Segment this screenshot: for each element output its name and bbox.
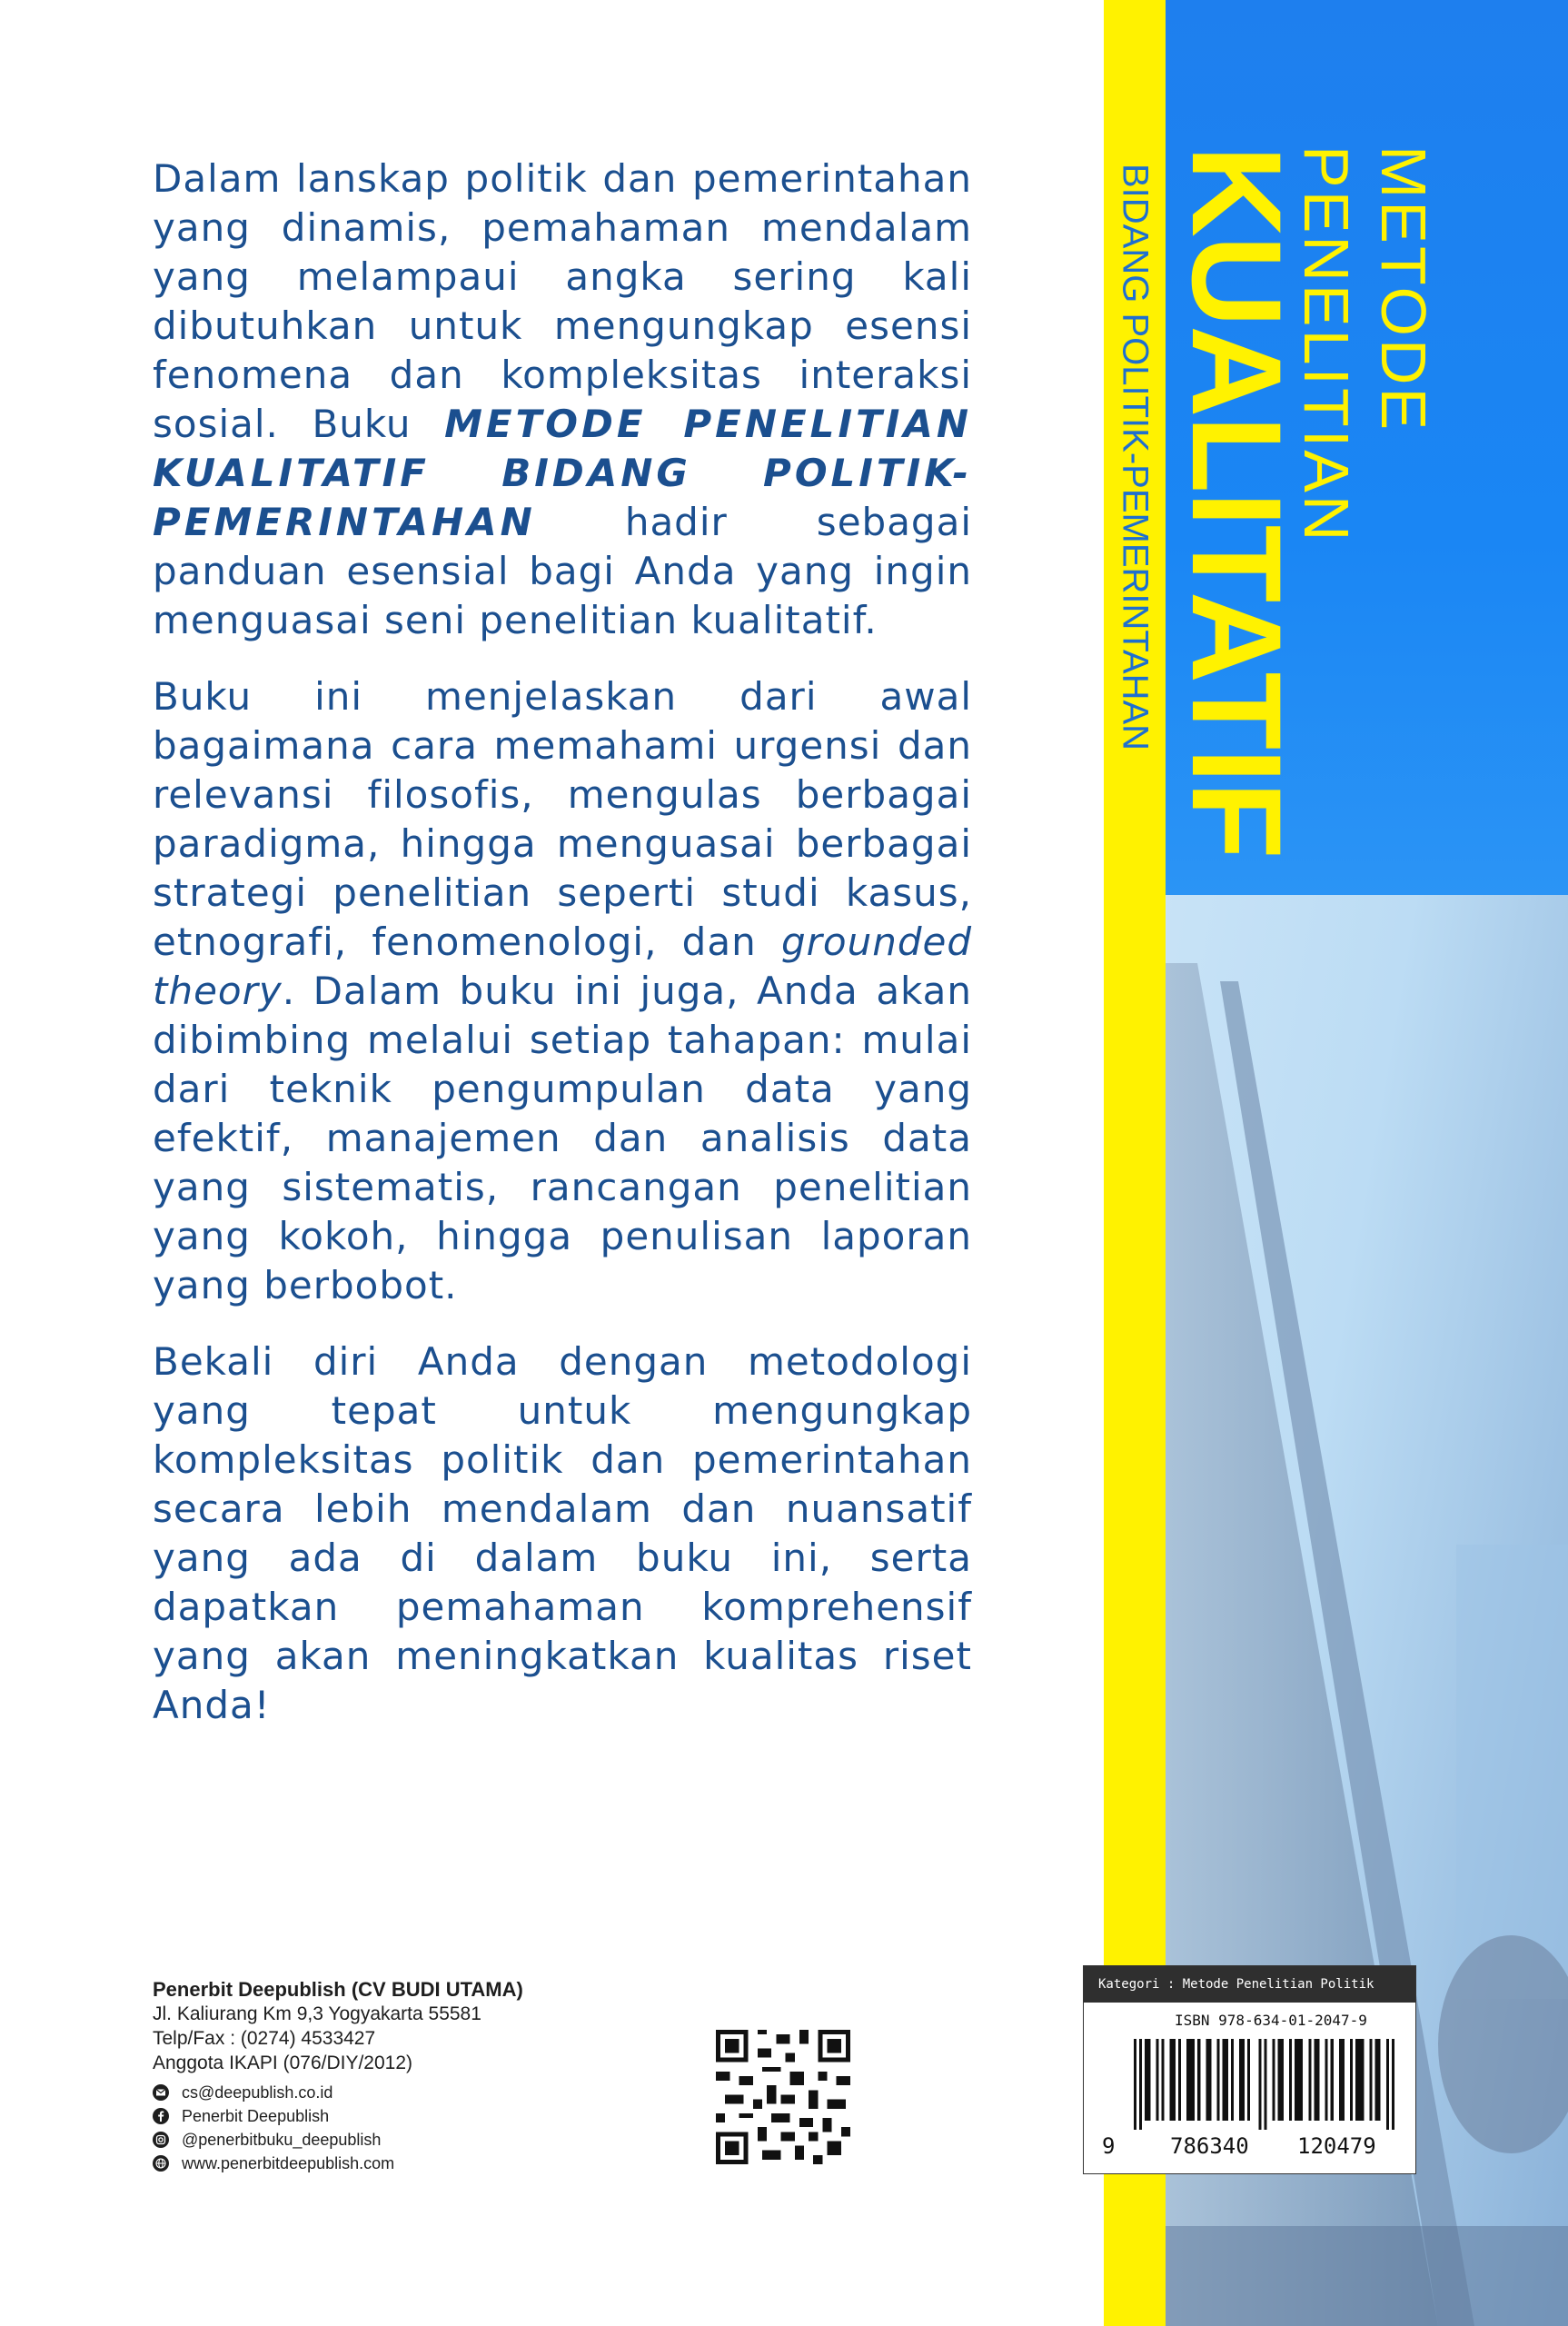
book-title-emphasis: METODE PENELITIAN KUALITATIF BIDANG POLITIK-PEMERINTAHAN	[153, 402, 972, 544]
contact-instagram	[153, 2128, 523, 2152]
qr-code	[716, 2030, 850, 2164]
contact-website	[153, 2152, 523, 2175]
publisher-info	[153, 1977, 523, 2175]
barcode-digits-right: 120479	[1297, 2133, 1376, 2159]
publisher-address: Jl. Kaliurang Km 9,3 Yogyakarta 55581	[153, 2003, 481, 2024]
barcode-bars	[1134, 2039, 1397, 2130]
blurb-paragraph-1	[153, 154, 972, 645]
blurb-text: . Dalam buku ini juga, Anda akan dibimbing melalui setiap tahapan: mulai dari teknik pengumpulan data yang efektif, manajemen dan analisis data yang sistematis, rancangan penelitian yang kokoh, hingga penulisan laporan yang berbobot.	[153, 969, 972, 1307]
contact-text: cs@deepublish.co.id	[182, 2083, 333, 2102]
isbn-text: ISBN 978-634-01-2047-9	[1175, 2012, 1367, 2029]
italic-term: grounded theory	[153, 919, 972, 1013]
publisher-contacts	[153, 2081, 523, 2175]
title-penelitian: PENELITIAN	[1291, 145, 1362, 544]
contact-text: @penerbitbuku_deepublish	[182, 2131, 382, 2149]
title-kualitatif: KUALITATIF	[1166, 145, 1308, 858]
blurb-text: Buku ini menjelaskan dari awal bagaimana cara memahami urgensi dan relevansi filosofis, mengulas berbagai paradigma, hingga menguasai berbagai strategi penelitian seperti studi kasus, etnografi, fenomenologi, dan	[153, 674, 972, 964]
publisher-membership: Anggota IKAPI (076/DIY/2012)	[153, 2053, 413, 2073]
facebook-icon	[153, 2108, 169, 2124]
blurb-paragraph-2	[153, 672, 972, 1310]
barcode-digit-first: 9	[1102, 2133, 1116, 2159]
isbn-barcode	[1083, 1965, 1416, 2174]
publisher-phone: Telp/Fax : (0274) 4533427	[153, 2028, 376, 2049]
back-cover-blurb	[153, 154, 972, 1757]
contact-text: Penerbit Deepublish	[182, 2107, 330, 2125]
contact-text: www.penerbitdeepublish.com	[182, 2154, 395, 2172]
blurb-text: hadir sebagai panduan esensial bagi Anda yang ingin menguasai seni penelitian kualitatif.	[153, 500, 972, 642]
instagram-icon	[153, 2132, 169, 2148]
mail-icon	[153, 2084, 169, 2101]
contact-facebook	[153, 2104, 523, 2128]
title-metode: METODE	[1368, 145, 1439, 433]
contact-email	[153, 2081, 523, 2104]
globe-icon	[153, 2155, 169, 2172]
spine-subtitle: BIDANG POLITIK-PEMERINTAHAN	[1115, 164, 1156, 751]
barcode-digits-left: 786340	[1170, 2133, 1249, 2159]
blurb-paragraph-3: Bekali diri Anda dengan metodologi yang tepat untuk mengungkap kompleksitas politik dan pemerintahan secara lebih mendalam dan nuansatif yang ada di dalam buku ini, serta dapatkan pemahaman komprehensif yang akan meningkatkan kualitas riset Anda!	[153, 1339, 972, 1727]
blurb-text: Dalam lanskap politik dan pemerintahan yang dinamis, pemahaman mendalam yang melampaui angka sering kali dibutuhkan untuk mengungkap esensi fenomena dan kompleksitas interaksi sosial. Buku	[153, 156, 972, 446]
publisher-name: Penerbit Deepublish (CV BUDI UTAMA)	[153, 1978, 523, 2001]
category-label: Kategori : Metode Penelitian Politik	[1084, 1966, 1415, 2003]
